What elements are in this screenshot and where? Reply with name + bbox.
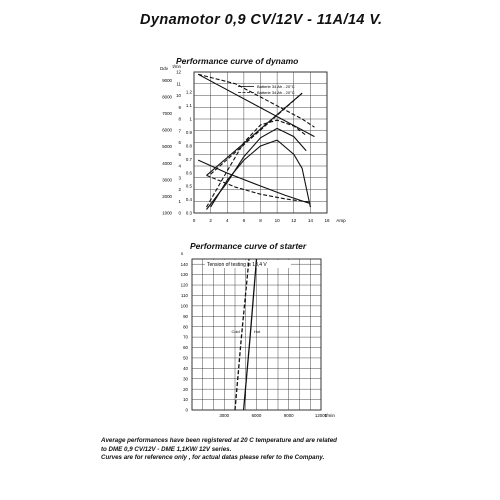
- dynamo-y-tick-label-ddv: 9000: [162, 77, 172, 83]
- footer-line-1: Average performances have been registered at 20 C temperature and are related: [101, 437, 337, 444]
- dynamo-x-tick-label: 12: [291, 218, 297, 223]
- dynamo-y-tick-label-eff: 1.1: [185, 103, 192, 109]
- starter-y-tick-label: 40: [183, 365, 188, 371]
- dynamo-y-tick-label-rpm: 2: [178, 187, 181, 193]
- starter-y-tick-label: 0: [185, 407, 188, 413]
- starter-y-tick-label: 20: [183, 386, 188, 392]
- starter-y-axis-unit: s: [180, 251, 184, 256]
- dynamo-x-tick-label: 4: [225, 218, 229, 223]
- starter-y-tick-label: 140: [180, 261, 188, 267]
- dynamo-y-tick-label-eff: 1: [189, 116, 192, 122]
- dynamo-x-tick-label: 16: [324, 218, 330, 223]
- dynamo-x-tick-label: 14: [307, 218, 313, 223]
- dynamo-y-tick-label-ddv: 7000: [162, 111, 172, 117]
- dynamo-legend-label: Batterie 34 Ah - 20°C: [257, 84, 295, 89]
- starter-y-tick-label: 30: [183, 376, 188, 382]
- dynamo-y-tick-label-eff: 0.3: [185, 210, 192, 216]
- dynamo-y-tick-label-rpm: 0: [178, 210, 181, 216]
- starter-x-tick-label: 12000: [314, 413, 328, 418]
- dynamo-y-tick-label-rpm: 8: [178, 116, 181, 122]
- dynamo-y-tick-label-ddv: 3000: [162, 177, 172, 183]
- starter-y-tick-label: 70: [183, 334, 188, 340]
- starter-y-tick-label: 90: [183, 313, 188, 319]
- dynamo-y-tick-label-ddv: 8000: [162, 94, 172, 100]
- starter-y-tick-label: 110: [181, 293, 188, 299]
- dynamo-y-tick-label-ddv: 2000: [162, 194, 172, 200]
- dynamo-y-tick-label-rpm: 7: [178, 128, 181, 134]
- dynamo-chart-title: Performance curve of dynamo: [176, 56, 299, 66]
- dynamo-y-tick-label-rpm: 3: [178, 175, 181, 181]
- dynamo-y-tick-label-eff: 0.7: [185, 156, 192, 162]
- dynamo-x-tick-label: 2: [209, 218, 212, 223]
- starter-annotation: Tension of testing is 13,4 V: [207, 262, 267, 268]
- starter-x-tick-label: 9000: [283, 413, 294, 418]
- dynamo-y-tick-label-rpm: 9: [178, 104, 181, 110]
- dynamo-y-axis-unit-ddv: Ddv: [160, 66, 168, 71]
- dynamo-y-tick-label-ddv: 4000: [162, 160, 172, 166]
- dynamo-y-tick-label-rpm: 10: [176, 93, 181, 99]
- starter-x-axis-unit: t/min: [325, 413, 335, 418]
- starter-y-tick-label: 130: [180, 272, 188, 278]
- starter-series-line-cold: [235, 259, 249, 410]
- starter-series-label-hot: Hot: [254, 329, 261, 335]
- dynamo-y-tick-label-ddv: 5000: [162, 144, 172, 150]
- page-title: Dynamotor 0,9 CV/12V - 11A/14 V.: [140, 12, 383, 28]
- starter-y-tick-label: 80: [183, 324, 188, 330]
- dynamo-x-tick-label: 6: [242, 218, 246, 223]
- dynamo-y-tick-label-ddv: 1000: [162, 210, 172, 216]
- starter-y-tick-label: 100: [180, 303, 188, 309]
- dynamo-y-tick-label-eff: 0.9: [185, 129, 192, 135]
- dynamo-y-tick-label-rpm: 11: [176, 81, 181, 87]
- dynamo-y-tick-label-rpm: 1: [178, 198, 181, 204]
- dynamo-x-tick-label: 10: [274, 218, 280, 223]
- footer-note: [101, 437, 431, 463]
- dynamo-y-tick-label-rpm: 6: [178, 140, 181, 146]
- dynamo-y-tick-label-eff: 0.6: [185, 170, 192, 176]
- starter-x-tick-label: 6000: [251, 413, 262, 418]
- dynamo-x-tick-label: 0: [192, 218, 196, 223]
- dynamo-y-tick-label-ddv: 6000: [162, 127, 172, 133]
- starter-y-tick-label: 10: [183, 397, 188, 403]
- dynamo-y-tick-label-eff: 1.2: [185, 89, 192, 95]
- dynamo-y-tick-label-eff: 0.8: [185, 143, 192, 149]
- dynamo-x-axis-unit: Amp: [336, 218, 346, 223]
- footer-line-3: Curves are for reference only , for actual datas please refer to the Company.: [101, 454, 325, 462]
- starter-series-label-cold: Cold: [231, 329, 240, 335]
- dynamo-y-tick-label-rpm: 5: [178, 151, 181, 157]
- starter-y-tick-label: 50: [183, 355, 188, 361]
- starter-y-tick-label: 60: [183, 345, 188, 351]
- starter-x-tick-label: 3000: [219, 413, 230, 418]
- dynamo-y-tick-label-eff: 0.5: [185, 183, 192, 189]
- starter-chart-title: Performance curve of starter: [190, 241, 307, 251]
- starter-y-tick-label: 120: [180, 282, 188, 288]
- dynamo-y-tick-label-rpm: 12: [176, 69, 181, 75]
- dynamo-y-tick-label-rpm: 4: [178, 163, 181, 169]
- dynamo-y-tick-label-eff: 0.4: [185, 197, 192, 203]
- dynamo-y-axis-unit-rpm: t/mn: [172, 64, 181, 69]
- footer-line-2: to DME 0,9 CV/12V - DME 1,1KW/ 12V series.: [101, 445, 232, 453]
- dynamo-legend-label: Batterie 34 Ah - 20°C: [257, 90, 295, 95]
- dynamo-x-tick-label: 8: [259, 218, 262, 223]
